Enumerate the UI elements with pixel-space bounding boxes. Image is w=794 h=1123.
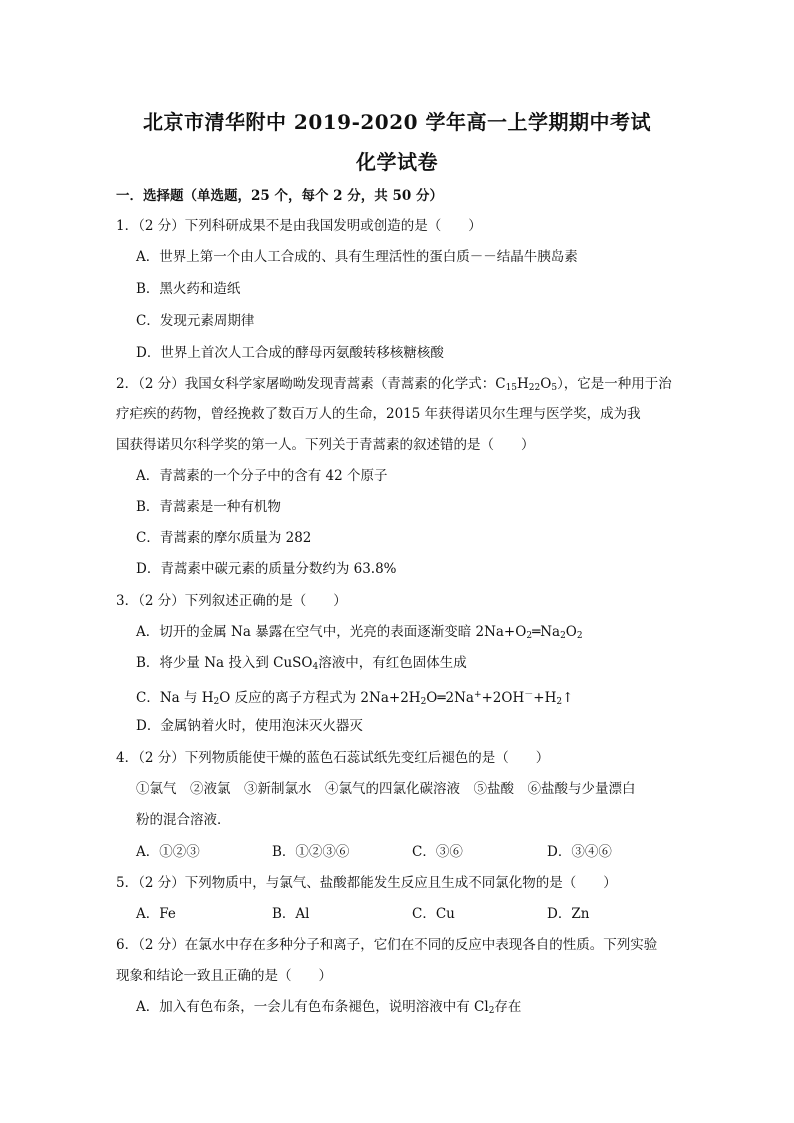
sub: 2 (556, 697, 563, 707)
question-1-option-c: C．发现元素周期律 (136, 313, 255, 329)
formula-h-sub: 22 (528, 383, 541, 393)
sub: 2 (576, 631, 583, 641)
question-2-stem-line2: 疗疟疾的药物，曾经挽救了数百万人的生命，2015 年获得诺贝尔生理与医学奖，成为我 (116, 406, 641, 422)
sup: － (524, 690, 534, 700)
question-2-option-c: C．青蒿素的摩尔质量为 282 (136, 530, 312, 546)
question-4-items-line2: 粉的混合溶液． (136, 812, 231, 828)
option-c-text: C．Na 与 H (136, 690, 214, 706)
option-a-mid2: O (565, 624, 577, 640)
question-3-option-c (136, 685, 573, 712)
exam-subtitle: 化学试卷 (356, 150, 438, 174)
question-2-stem-line3: 国获得诺贝尔科学奖的第一人。下列关于青蒿素的叙述错的是（ ） (116, 437, 535, 453)
question-2-option-a: A．青蒿素的一个分子中的含有 42 个原子 (136, 468, 388, 484)
question-5-option-c: C．Cu (412, 906, 455, 922)
option-c-mid4: +H (533, 690, 557, 706)
question-3-option-b (136, 653, 467, 677)
formula-o-sub: 5 (551, 383, 558, 393)
question-4-option-c: C．③⑥ (412, 844, 463, 860)
option-a-mid: ═Na (532, 624, 561, 640)
question-3-stem: 3．（2 分）下列叙述正确的是（ ） (116, 593, 347, 609)
sub: 2 (526, 631, 533, 641)
option-a-text: A．切开的金属 Na 暴露在空气中，光亮的表面逐渐变暗 2Na+O (136, 624, 527, 640)
question-2-option-d: D．青蒿素中碳元素的质量分数约为 63.8% (136, 561, 397, 577)
question-4-items-line1: ①氯气 ②液氯 ③新制氯水 ④氯气的四氯化碳溶液 ⑤盐酸 ⑥盐酸与少量漂白 (136, 781, 636, 797)
question-1-stem: 1．（2 分）下列科研成果不是由我国发明或创造的是（ ） (116, 218, 482, 234)
option-b-tail: 溶液中，有红色固体生成 (318, 655, 467, 671)
option-c-mid3: +2OH (481, 690, 525, 706)
formula-c: C (495, 376, 506, 392)
formula-c-sub: 15 (505, 383, 518, 393)
question-6-stem-line1: 6．（2 分）在氯水中存在多种分子和离子，它们在不同的反应中表现各自的性质。下列实验 (116, 937, 658, 953)
question-5-option-d: D．Zn (547, 906, 590, 922)
formula-h: H (517, 376, 529, 392)
question-6-stem-line2: 现象和结论一致且正确的是（ ） (116, 968, 332, 984)
question-6-option-a (136, 997, 521, 1021)
option-a-text: A．加入有色布条，一会儿有色布条褪色，说明溶液中有 Cl (136, 999, 489, 1015)
question-4-option-d: D．③④⑥ (547, 844, 612, 860)
stem-tail: ），它是一种用于治 (557, 376, 672, 392)
question-4-option-a: A．①②③ (136, 844, 200, 860)
question-4-option-b: B．①②③⑥ (272, 844, 350, 860)
sup: + (473, 690, 482, 700)
sub: 2 (213, 697, 220, 707)
sub: 2 (420, 697, 427, 707)
sub: 2 (488, 1006, 495, 1016)
option-b-text: B．将少量 Na 投入到 CuSO (136, 655, 313, 671)
section-heading: 一．选择题（单选题，25 个，每个 2 分，共 50 分） (116, 188, 443, 204)
question-5-stem: 5．（2 分）下列物质中，与氯气、盐酸都能发生反应且生成不同氯化物的是（ ） (116, 875, 617, 891)
option-a-tail: 存在 (494, 999, 522, 1015)
question-1-option-a: A．世界上第一个由人工合成的、具有生理活性的蛋白质－－结晶牛胰岛素 (136, 249, 578, 265)
question-4-stem: 4．（2 分）下列物质能使干燥的蓝色石蕊试纸先变红后褪色的是（ ） (116, 750, 550, 766)
question-5-option-b: B．Al (272, 906, 310, 922)
option-c-tail: ↑ (562, 690, 574, 706)
exam-title: 北京市清华附中 2019-2020 学年高一上学期期中考试 (142, 110, 652, 134)
formula-o: O (540, 376, 552, 392)
question-1-option-b: B．黑火药和造纸 (136, 281, 241, 297)
question-2-option-b: B．青蒿素是一种有机物 (136, 499, 281, 515)
option-c-mid1: O 反应的离子方程式为 2Na+2H (219, 690, 421, 706)
sub: 2 (560, 631, 566, 641)
question-1-option-d: D．世界上首次人工合成的酵母丙氨酸转移核糖核酸 (136, 345, 444, 361)
stem-text: 2．（2 分）我国女科学家屠呦呦发现青蒿素（青蒿素的化学式： (116, 376, 496, 392)
option-c-mid2: O═2Na (426, 690, 474, 706)
question-3-option-d: D．金属钠着火时，使用泡沫灭火器灭 (136, 718, 363, 734)
sub: 4 (312, 662, 319, 672)
question-5-option-a: A．Fe (136, 906, 176, 922)
question-3-option-a (136, 622, 583, 646)
question-2-stem-line1 (116, 374, 672, 398)
